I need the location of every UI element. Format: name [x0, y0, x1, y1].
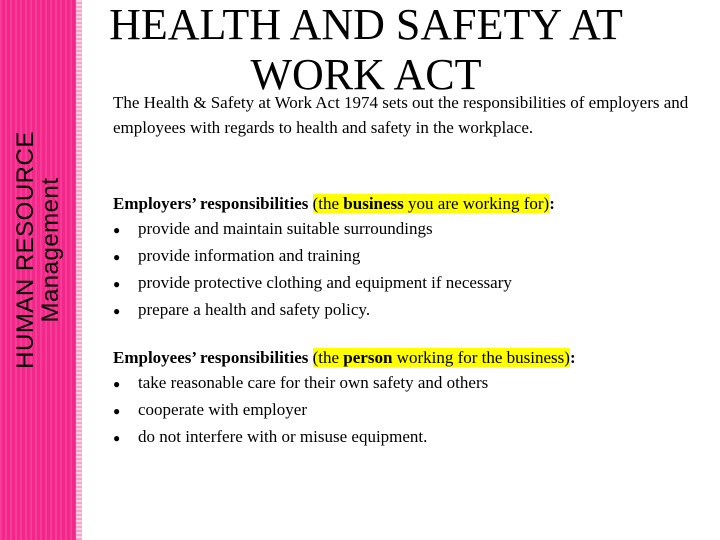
- list-item: [113, 424, 703, 451]
- employers-heading-highlight: [313, 194, 550, 213]
- bullet-icon: ●: [113, 404, 121, 418]
- employers-heading-key: business: [343, 194, 404, 213]
- employees-heading: [113, 345, 703, 370]
- list-item: [113, 243, 703, 270]
- sidebar-banner: [0, 0, 76, 540]
- sidebar-title-line2: Management: [37, 177, 64, 323]
- bullet-icon: ●: [113, 250, 121, 264]
- intro-paragraph: The Health & Safety at Work Act 1974 sets out the responsibilities of employers and employees with regards to health and safety in the workplace.: [113, 93, 689, 137]
- list-item: [113, 370, 703, 397]
- list-item-text: provide and maintain suitable surroundings: [138, 219, 433, 238]
- bullet-icon: ●: [113, 277, 121, 291]
- employees-section: [113, 345, 703, 451]
- employers-section: [113, 191, 703, 324]
- slide-title: HEALTH AND SAFETY AT WORK ACT: [109, 0, 623, 99]
- employers-heading-paren: (the: [312, 194, 344, 213]
- employees-heading-label: Employees’ responsibilities: [113, 348, 313, 367]
- list-item: [113, 216, 703, 243]
- list-item-text: cooperate with employer: [138, 400, 307, 419]
- list-item: [113, 270, 703, 297]
- bullet-icon: ●: [113, 223, 121, 237]
- list-item: [113, 297, 703, 324]
- employees-heading-rest: working for the business): [392, 348, 570, 367]
- employees-list: [113, 370, 703, 451]
- sidebar-title-line1: HUMAN RESOURCE: [11, 131, 39, 369]
- list-item-text: provide protective clothing and equipment if necessary: [138, 273, 512, 292]
- employers-list: [113, 216, 703, 324]
- employees-heading-highlight: [313, 348, 570, 367]
- employees-heading-paren: (the: [312, 348, 344, 367]
- sidebar-divider: [76, 0, 82, 540]
- list-item-text: do not interfere with or misuse equipment.: [138, 427, 428, 446]
- bullet-icon: ●: [113, 304, 121, 318]
- list-item-text: prepare a health and safety policy.: [138, 300, 371, 319]
- employers-heading-rest: you are working for): [403, 194, 550, 213]
- bullet-icon: ●: [113, 377, 121, 391]
- employees-heading-key: person: [343, 348, 393, 367]
- employers-heading-colon: :: [549, 194, 555, 213]
- bullet-icon: ●: [113, 431, 121, 445]
- employers-heading: [113, 191, 703, 216]
- list-item-text: provide information and training: [138, 246, 361, 265]
- list-item-text: take reasonable care for their own safety and others: [138, 373, 489, 392]
- sidebar-title: [13, 0, 63, 510]
- employers-heading-label: Employers’ responsibilities: [113, 194, 313, 213]
- list-item: [113, 397, 703, 424]
- employees-heading-colon: :: [569, 348, 576, 367]
